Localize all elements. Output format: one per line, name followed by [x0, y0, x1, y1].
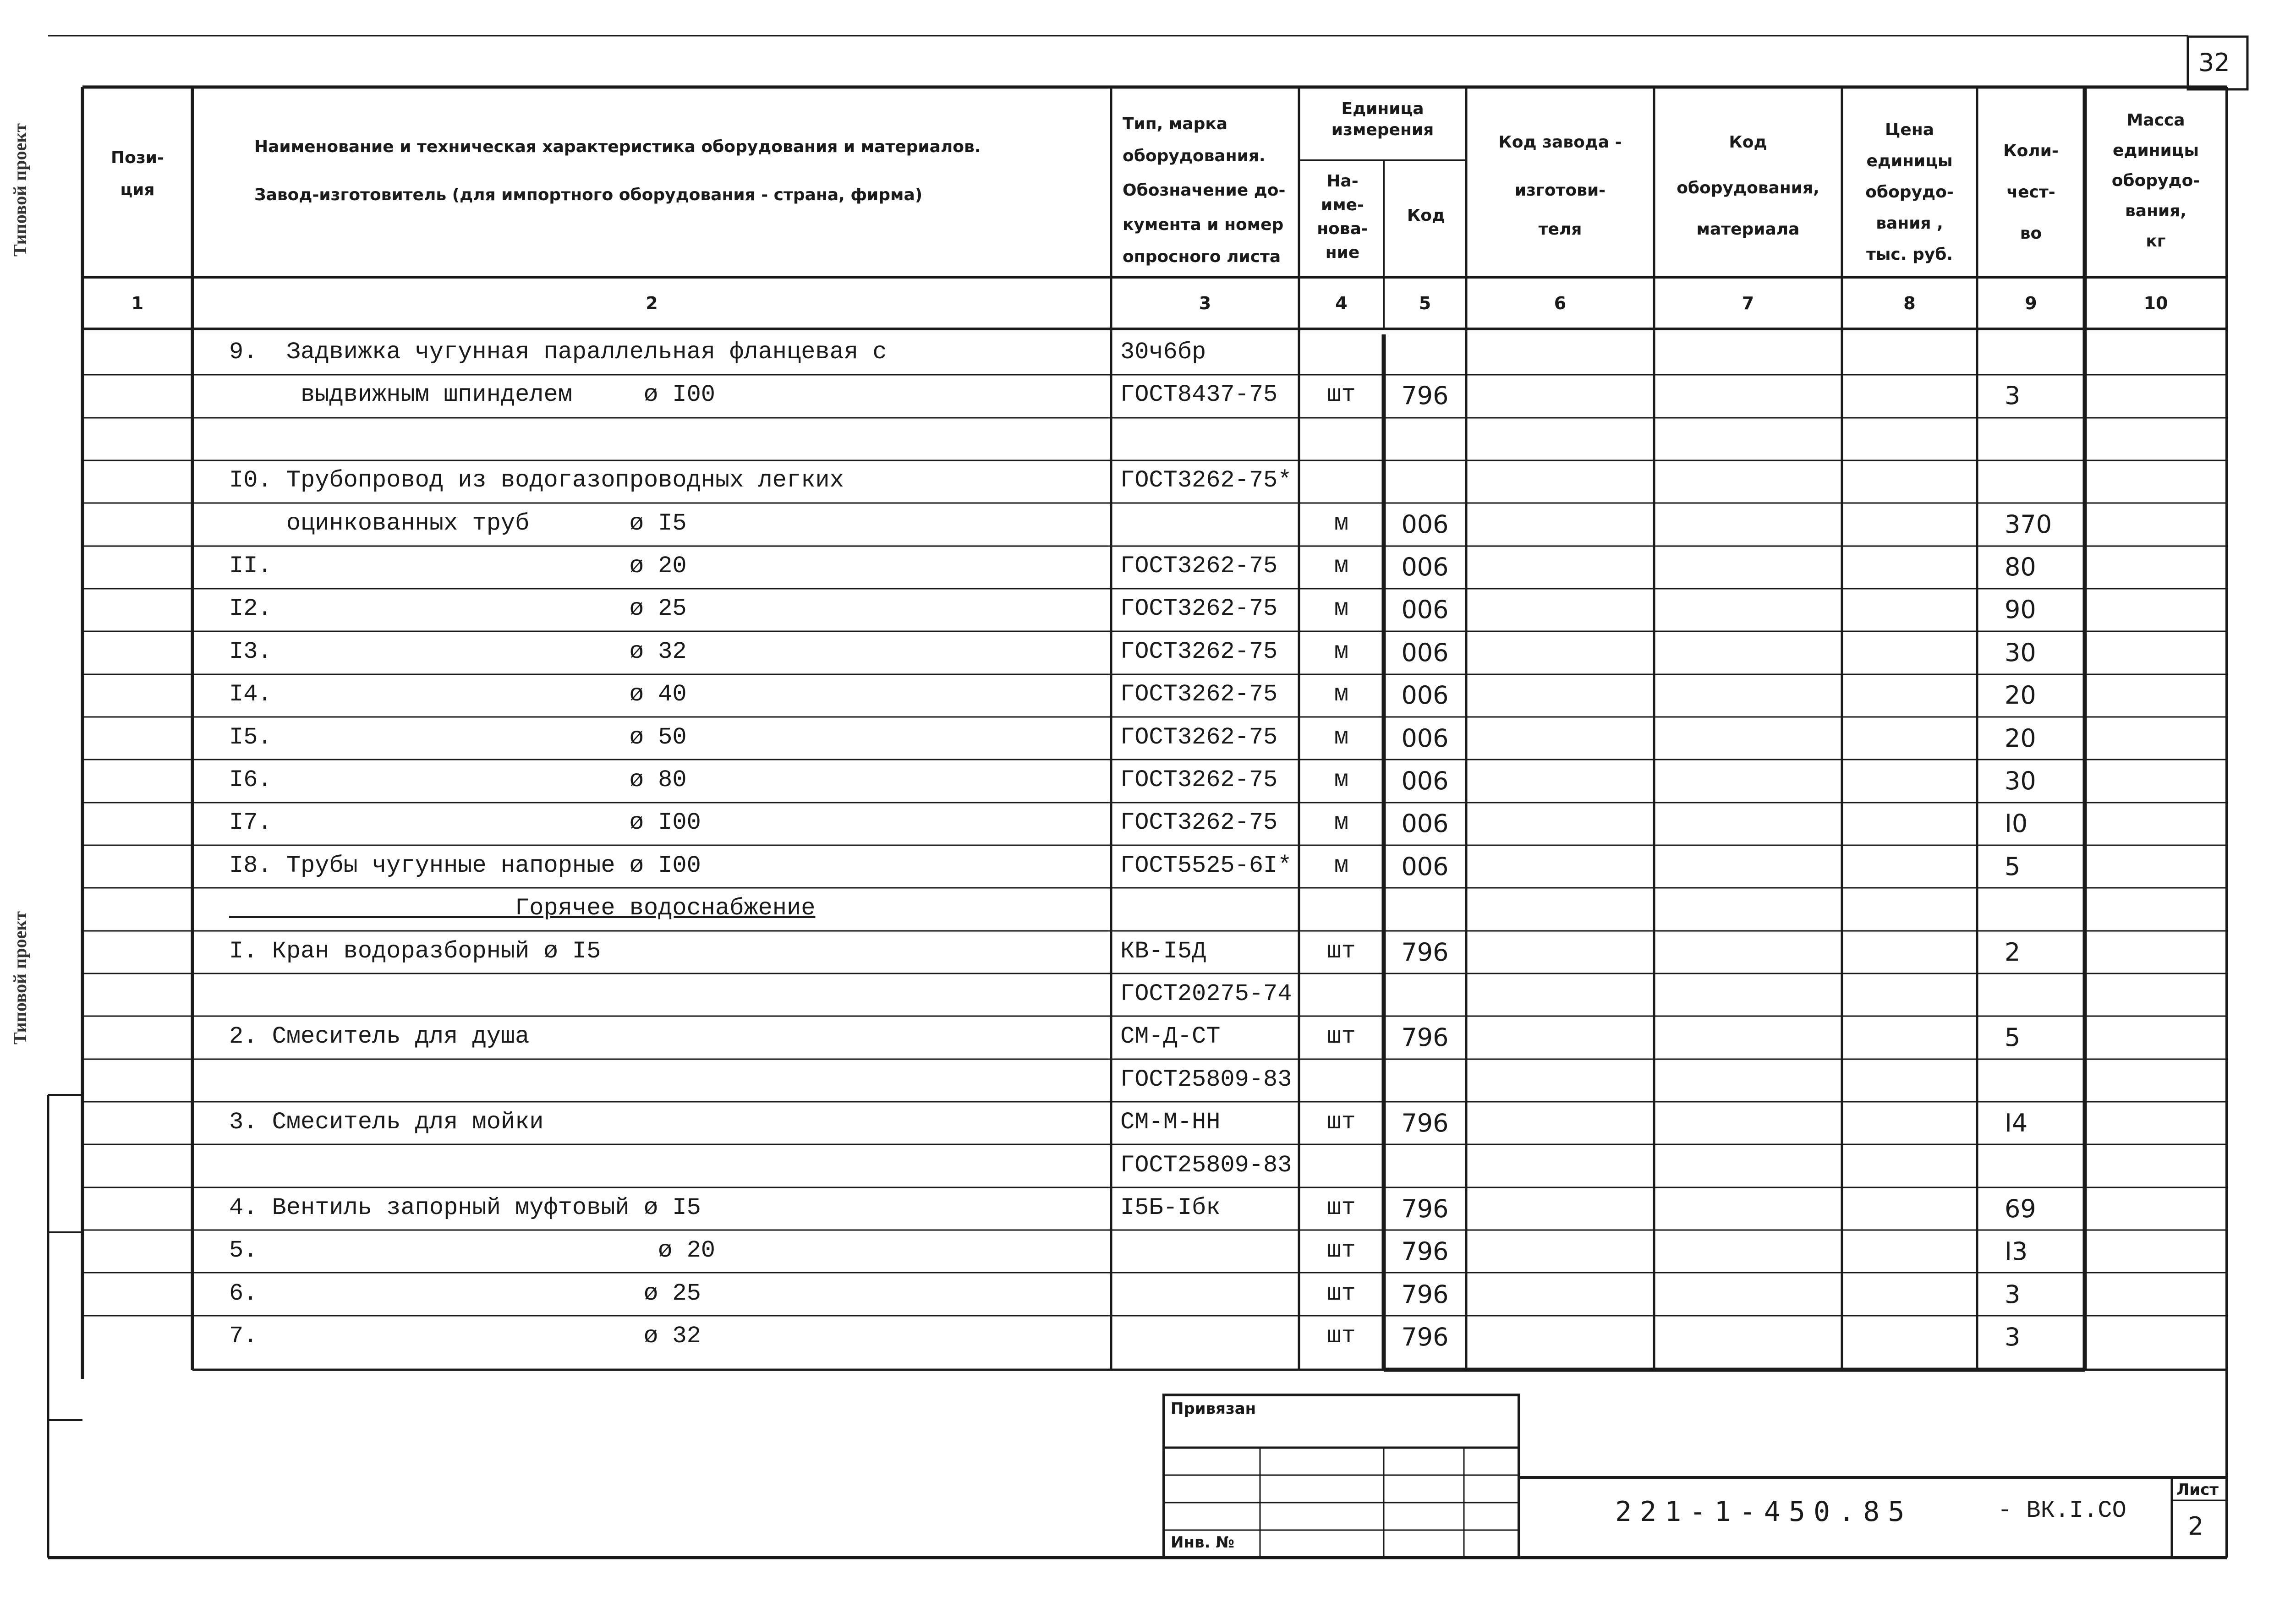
- header-position: Пози- ция: [111, 148, 164, 199]
- row-name: 5. ø 20: [229, 1237, 715, 1264]
- row-type: ГОСТ5525-6I*: [1120, 852, 1292, 879]
- col-number-8: 8: [1903, 293, 1916, 313]
- row-name: оцинкованных труб ø I5: [229, 509, 687, 537]
- row-name: Горячее водоснабжение: [229, 895, 816, 922]
- row-quantity: 20: [2005, 723, 2036, 753]
- header-name-line1: Наименование и техническая характеристика оборудования и материалов.: [254, 137, 981, 156]
- row-name: II. ø 20: [229, 552, 687, 580]
- row-name: выдвижным шпинделем ø I00: [229, 381, 715, 409]
- row-code: 006: [1401, 595, 1449, 624]
- row-type: ГОСТ3262-75: [1120, 595, 1278, 623]
- header-price: Цена единицы оборудо- вания , тыс. руб.: [1865, 120, 1954, 264]
- row-code: 006: [1401, 509, 1449, 539]
- header-quantity: Коли- чест- во: [2003, 142, 2059, 243]
- row-unit: шт: [1327, 1023, 1356, 1050]
- row-quantity: I0: [2005, 809, 2028, 838]
- row-quantity: 5: [2005, 1023, 2021, 1052]
- row-type: ГОСТ3262-75: [1120, 638, 1278, 665]
- inventory-label: Инв. №: [1171, 1533, 1235, 1552]
- row-type: ГОСТ25809-83: [1120, 1151, 1292, 1179]
- row-quantity: 3: [2005, 381, 2021, 410]
- row-code: 796: [1401, 1194, 1449, 1223]
- header-unit-name: На- име- нова- ние: [1317, 172, 1368, 262]
- row-name: I0. Трубопровод из водогазопроводных легких: [229, 467, 844, 494]
- header-type-l1: Тип, марка: [1123, 115, 1228, 133]
- row-unit: шт: [1327, 1109, 1356, 1136]
- row-unit: шт: [1327, 1280, 1356, 1307]
- row-quantity: 90: [2005, 595, 2036, 624]
- row-quantity: 2: [2005, 937, 2021, 967]
- row-type: СМ-М-НН: [1120, 1109, 1221, 1136]
- row-code: 006: [1401, 681, 1449, 710]
- col-number-1: 1: [131, 293, 144, 313]
- header-name-line2: Завод-изготовитель (для импортного оборудования - страна, фирма): [254, 186, 923, 204]
- row-code: 796: [1401, 381, 1449, 410]
- row-quantity: I4: [2005, 1109, 2028, 1138]
- sheet-label: Лист: [2176, 1481, 2219, 1499]
- row-quantity: 30: [2005, 638, 2036, 667]
- document-code: - ВК.I.СО: [1998, 1497, 2126, 1524]
- row-quantity: 69: [2005, 1194, 2036, 1223]
- col-number-6: 6: [1554, 293, 1567, 313]
- col-number-5: 5: [1419, 293, 1431, 313]
- header-unit-code: Код: [1407, 206, 1446, 225]
- row-name: I6. ø 80: [229, 766, 687, 793]
- row-code: 796: [1401, 1023, 1449, 1052]
- row-quantity: 20: [2005, 681, 2036, 710]
- document-number: 221-1-450.85: [1615, 1496, 1913, 1528]
- col-number-10: 10: [2143, 293, 2168, 313]
- bound-label: Привязан: [1171, 1400, 1256, 1418]
- row-name: 9. Задвижка чугунная параллельная фланцевая с: [229, 339, 887, 366]
- row-type: ГОСТ3262-75: [1120, 681, 1278, 708]
- row-unit: м: [1334, 552, 1349, 580]
- row-type: КВ-I5Д: [1120, 937, 1206, 965]
- row-name: 4. Вентиль запорный муфтовый ø I5: [229, 1194, 701, 1221]
- row-name: 7. ø 32: [229, 1323, 701, 1350]
- header-code-l1: Код: [1729, 133, 1767, 152]
- row-type: I5Б-Iбк: [1120, 1194, 1221, 1221]
- row-type: ГОСТ25809-83: [1120, 1066, 1292, 1093]
- row-code: 006: [1401, 552, 1449, 581]
- row-code: 006: [1401, 723, 1449, 753]
- row-quantity: 80: [2005, 552, 2036, 581]
- row-unit: м: [1334, 509, 1349, 537]
- row-type: ГОСТ3262-75: [1120, 809, 1278, 837]
- header-mass: Масса единицы оборудо- вания, кг: [2111, 111, 2200, 251]
- row-quantity: I3: [2005, 1237, 2028, 1266]
- row-unit: м: [1334, 852, 1349, 879]
- col-number-4: 4: [1335, 293, 1348, 313]
- header-code-l3: материала: [1696, 220, 1800, 239]
- col-number-9: 9: [2025, 293, 2037, 313]
- row-quantity: 5: [2005, 852, 2021, 881]
- row-type: СМ-Д-СТ: [1120, 1023, 1221, 1050]
- row-code: 796: [1401, 1109, 1449, 1138]
- row-code: 796: [1401, 937, 1449, 967]
- row-unit: м: [1334, 595, 1349, 623]
- sheet-number: 2: [2188, 1512, 2204, 1541]
- page-number: 32: [2198, 48, 2230, 77]
- row-type: ГОСТ8437-75: [1120, 381, 1278, 409]
- header-type-l4: кумента и номер: [1123, 215, 1284, 234]
- header-factory-l3: теля: [1538, 220, 1582, 239]
- row-name: I3. ø 32: [229, 638, 687, 665]
- row-name: I8. Трубы чугунные напорные ø I00: [229, 852, 701, 879]
- row-name: I5. ø 50: [229, 723, 687, 751]
- header-type-l5: опросного листа: [1123, 247, 1281, 266]
- row-code: 006: [1401, 809, 1449, 838]
- row-code: 796: [1401, 1323, 1449, 1352]
- col-number-2: 2: [646, 293, 658, 313]
- row-unit: шт: [1327, 1237, 1356, 1264]
- row-type: ГОСТ3262-75: [1120, 766, 1278, 793]
- header-type-l3: Обозначение до-: [1123, 181, 1286, 200]
- row-unit: м: [1334, 638, 1349, 665]
- row-name: I4. ø 40: [229, 681, 687, 708]
- row-code: 796: [1401, 1280, 1449, 1309]
- row-name: I7. ø I00: [229, 809, 701, 837]
- row-name: 3. Смеситель для мойки: [229, 1109, 544, 1136]
- row-type: ГОСТ3262-75: [1120, 723, 1278, 751]
- row-quantity: 3: [2005, 1323, 2021, 1352]
- header-factory-l2: изготови-: [1514, 181, 1606, 200]
- row-type: 30ч6бр: [1120, 339, 1206, 366]
- row-name: 2. Смеситель для душа: [229, 1023, 530, 1050]
- margin-text-mid: Типовой проект: [10, 911, 30, 1044]
- row-unit: м: [1334, 723, 1349, 751]
- row-unit: шт: [1327, 1194, 1356, 1221]
- col-number-7: 7: [1742, 293, 1754, 313]
- col-number-3: 3: [1199, 293, 1211, 313]
- row-code: 796: [1401, 1237, 1449, 1266]
- row-code: 006: [1401, 638, 1449, 667]
- row-unit: м: [1334, 809, 1349, 837]
- header-factory-l1: Код завода -: [1498, 133, 1622, 152]
- row-type: ГОСТ20275-74: [1120, 980, 1292, 1007]
- row-quantity: 3: [2005, 1280, 2021, 1309]
- row-unit: шт: [1327, 381, 1356, 409]
- row-unit: м: [1334, 681, 1349, 708]
- row-quantity: 370: [2005, 509, 2052, 539]
- row-quantity: 30: [2005, 766, 2036, 795]
- row-code: 006: [1401, 852, 1449, 881]
- margin-text-top: Типовой проект: [10, 123, 30, 257]
- header-type-l2: оборудования.: [1123, 147, 1266, 165]
- row-unit: шт: [1327, 1323, 1356, 1350]
- header-unit-group: Единица измерения: [1331, 99, 1434, 139]
- row-type: ГОСТ3262-75: [1120, 552, 1278, 580]
- row-name: I. Кран водоразборный ø I5: [229, 937, 601, 965]
- row-type: ГОСТ3262-75*: [1120, 467, 1292, 494]
- row-name: I2. ø 25: [229, 595, 687, 623]
- row-unit: шт: [1327, 937, 1356, 965]
- row-name: 6. ø 25: [229, 1280, 701, 1307]
- header-code-l2: оборудования,: [1677, 179, 1819, 197]
- row-code: 006: [1401, 766, 1449, 795]
- row-unit: м: [1334, 766, 1349, 793]
